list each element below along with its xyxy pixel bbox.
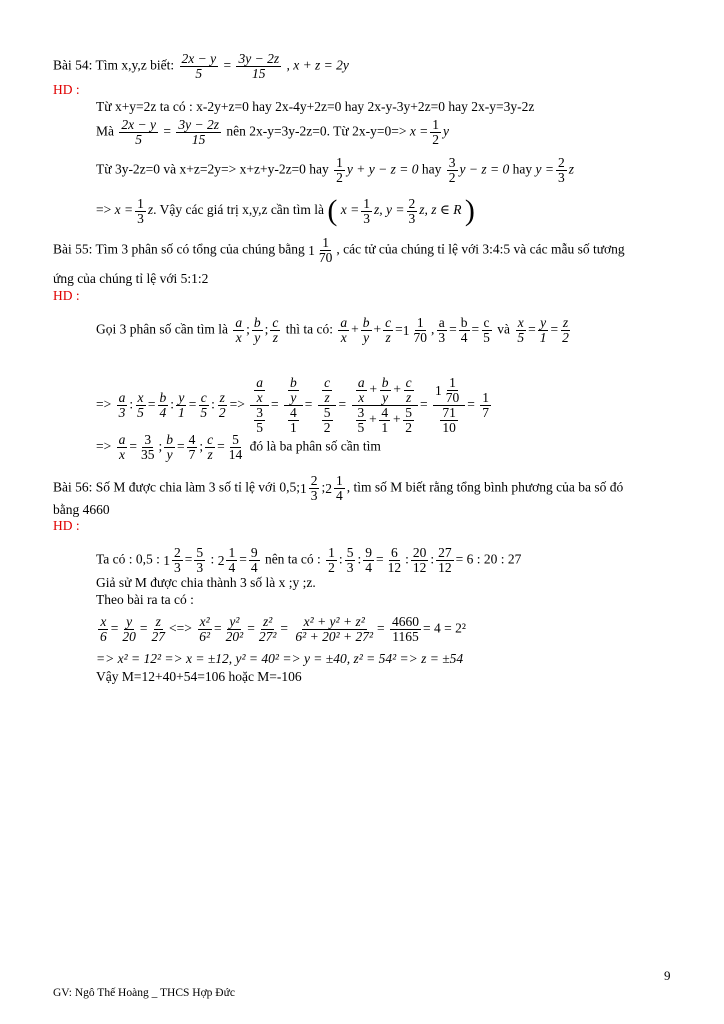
b55-line2: => $\frac{a}{3}$ : $\frac{x}{5}$ = $\frac{b}{4}$ : $\frac{y}{1}$ = $\frac{c}{5}$ : $\frac{z}{2}$ => $\frac{\frac{a}{x}}{\frac{3}{5}}$ = $\frac{\frac{b}{y}}{\frac{4}{1}}$ = $\frac{\frac{c}{z}}{\frac{5}{2}}$ = $\frac{a}{x}$ + $\frac{b}{y}$ + $\frac{c}{z}$ $\frac{3}{5}$ + $\frac{4}{1}$ + $\frac{5}{2}$ = 1 $\frac{1}{70}$ $\frac{71}{10}$ = $\frac{1}{7}$ — [96, 375, 490, 435]
b55-heading: Bài 55: Tìm 3 phân số có tổng của chúng bằng 1 $\frac{1}{70}$ , các tử của chúng tỉ lệ với 3:4:5 và các mẫu số tương — [53, 235, 625, 265]
b56-heading: Bài 56: Số M được chia làm 3 số tỉ lệ với 0,5;1 $\frac{2}{3}$ ;2 $\frac{1}{4}$ , tìm số M biết rằng tổng bình phương của ba số đó — [53, 473, 624, 503]
b56-hd: HD : — [53, 518, 80, 533]
b56-line5: => x² = 12² => x = ±12, y² = 40² => y = ±40, z² = 54² => z = ±54 — [96, 651, 464, 666]
b54-line3: Từ 3y-2z=0 và x+z=2y=> x+z+y-2z=0 hay $\frac{1}{2}$ y + y − z = 0 hay $\frac{3}{2}$ y − z = 0 hay y = $\frac{2}{3}$ z — [96, 155, 574, 185]
fraction: $\frac{3y - 2z}{15}$ — [238, 51, 280, 81]
b54-line4: => x = $\frac{1}{3}$ z. Vậy các giá trị x,y,z cần tìm là ( x = $\frac{1}{3}$ z, y = $\frac{2}{3}$ z, z ∈ R ) — [96, 194, 475, 227]
b55-hd: HD : — [53, 288, 80, 303]
b54-heading: Bài 54: Tìm x,y,z biết: $\frac{2x - y}{5}$ = $\frac{3y - 2z}{15}$ , x + z = 2y — [53, 51, 349, 81]
b56-line2: Giả sử M được chia thành 3 số là x ;y ;z. — [96, 575, 316, 590]
b54-hd: HD : — [53, 82, 80, 97]
b55-line3: => $\frac{a}{x}$ = $\frac{3}{35}$ ; $\frac{b}{y}$ = $\frac{4}{7}$ ; $\frac{c}{z}$ = $\frac{5}{14}$ đó là ba phân số cần tìm — [96, 432, 381, 462]
b56-line3: Theo bài ra ta có : — [96, 592, 194, 607]
fraction: $\frac{2x - y}{5}$ — [181, 51, 217, 81]
page-number: 9 — [664, 968, 671, 983]
b56-line1: Ta có : 0,5 : 1 $\frac{2}{3}$ = $\frac{5}{3}$ : 2 $\frac{1}{4}$ = $\frac{9}{4}$ nên ta có : $\frac{1}{2}$ : $\frac{5}{3}$ : $\frac{9}{4}$ = $\frac{6}{12}$ : $\frac{20}{12}$ : $\frac{27}{12}$ = 6 : 20 : 27 — [96, 545, 522, 575]
b55-heading-2: ứng của chúng tỉ lệ với 5:1:2 — [53, 271, 209, 286]
b54-line1: Từ x+y=2z ta có : x-2y+z=0 hay 2x-4y+2z=0 hay 2x-y-3y+2z=0 hay 2x-y=3y-2z — [96, 99, 535, 114]
b56-heading-2: bằng 4660 — [53, 502, 110, 517]
b56-line6: Vậy M=12+40+54=106 hoặc M=-106 — [96, 669, 302, 684]
b54-line2: Mà $\frac{2x - y}{5}$ = $\frac{3y - 2z}{15}$ nên 2x-y=3y-2z=0. Từ 2x-y=0=> x = $\frac{1}{2}$ y — [96, 117, 450, 147]
b55-line1: Gọi 3 phân số cần tìm là $\frac{a}{x}$ ; $\frac{b}{y}$ ; $\frac{c}{z}$ thì ta có: $\frac{a}{x}$ + $\frac{b}{y}$ + $\frac{c}{z}$ =1 $\frac{1}{70}$ , $\frac{a}{3}$ = $\frac{b}{4}$ = $\frac{c}{5}$ và $\frac{x}{5}$ = $\frac{y}{1}$ = $\frac{z}{2}$ — [96, 315, 569, 345]
b56-line4: $\frac{x}{6}$ = $\frac{y}{20}$ = $\frac{z}{27}$ <=> $\frac{\text{x²}}{\text{6²}}$ = $\frac{\text{y²}}{\text{20²}}$ = $\frac{\text{z²}}{\text{27²}}$ = $\frac{\text{x² + y² + z²}}{\text{6² + 20² + 27²}}$ = $\frac{4660}{1165}$ = 4 = 2² — [100, 614, 466, 644]
footer-teacher: GV: Ngô Thế Hoàng _ THCS Hợp Đức — [53, 987, 235, 999]
